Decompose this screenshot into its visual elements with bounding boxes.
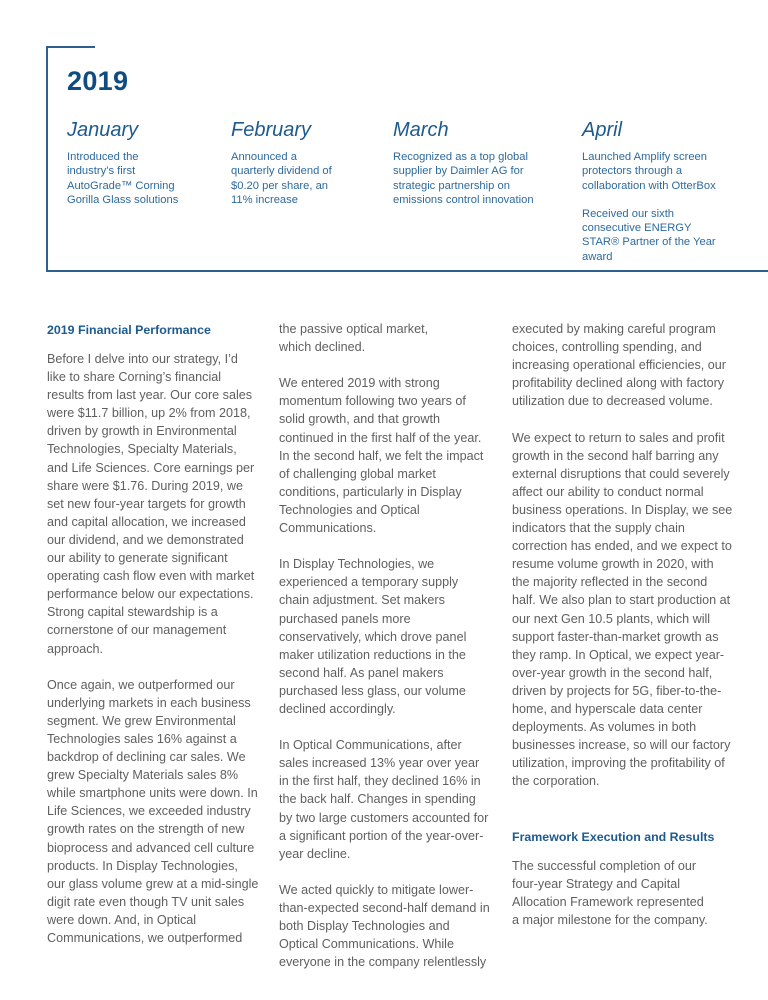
paragraph: We entered 2019 with strong momentum following two years of solid growth, and that growth continued in the first half of the year. In the second half, we felt the impact of challenging global market conditions, particularly in Display Technologies and Optical Communications. bbox=[279, 376, 484, 536]
paragraph: In Display Technologies, we experienced a temporary supply chain adjustment. Set makers purchased panels more conservatively, which drove panel maker utilization reductions in the second half. As panel makers purchased less glass, our volume declined accordingly. bbox=[279, 557, 467, 716]
month-text bbox=[393, 150, 563, 207]
paragraph: We expect to return to sales and profit growth in the second half barring any external disruptions that could severely affect our ability to conduct normal business operations. In Display, we see indicators that the supply chain correction has ended, and we expect to resume volume growth in 2020, with the majority reflected in the second half. We also plan to start production at our next Gen 10.5 plants, which will support faster-than-market growth as they ramp. In Optical, we expect year-over-year growth in the second half, driven by projects for 5G, fiber-to-the-home, and hyperscale data center deployments. As volumes in both businesses increase, so will our factory utilization, improving the profitability of the corporation. bbox=[512, 430, 733, 789]
body-column-3 bbox=[512, 320, 734, 947]
spacer bbox=[512, 809, 734, 827]
paragraph: Once again, we outperformed our underlying markets in each business segment. We grew Environmental Technologies sales 16% against a backdrop of declining car sales. We grew Specialty Materials sales 8% while smartphone units were down. In Life Sciences, we exceeded industry growth rates on the strength of new bioprocess and advanced cell culture products. In Display Technologies, our glass volume grew at a mid-single digit rate even though TV unit sales were down. And, in Optical Communications, we outperformed bbox=[47, 677, 259, 945]
month-item: Recognized as a top global supplier by Daimler AG for strategic partnership on emissions control innovation bbox=[393, 151, 534, 206]
timeline-month-march bbox=[393, 118, 563, 221]
month-name: March bbox=[393, 119, 449, 141]
month-text bbox=[582, 150, 752, 264]
month-name: April bbox=[582, 119, 623, 141]
month-name: January bbox=[67, 119, 139, 141]
frame-border-top bbox=[46, 46, 95, 48]
month-item: Announced a quarterly dividend of $0.20 per share, an 11% increase bbox=[231, 151, 332, 206]
body-column-1 bbox=[47, 320, 259, 965]
month-name: February bbox=[231, 119, 312, 141]
body-column-2 bbox=[279, 320, 491, 989]
paragraph: The successful completion of our four-year Strategy and Capital Allocation Framework represented a major milestone for the company. bbox=[512, 858, 708, 927]
section-heading-financial-performance: 2019 Financial Performance bbox=[47, 323, 211, 337]
month-text bbox=[67, 150, 237, 207]
month-item: Launched Amplify screen protectors through a collaboration with OtterBox bbox=[582, 151, 716, 192]
paragraph: In Optical Communications, after sales increased 13% year over year in the first half, they declined 16% in the back half. Changes in spending by two large customers accounted for a significant portion of the year-over-year decline. bbox=[279, 738, 489, 861]
paragraph: We acted quickly to mitigate lower-than-expected second-half demand in both Display Technologies and Optical Communications. While everyone in the company relentlessly bbox=[279, 882, 490, 970]
month-text bbox=[231, 150, 401, 207]
timeline-year: 2019 bbox=[67, 66, 129, 96]
frame-border-left bbox=[46, 46, 48, 272]
section-heading-framework-execution: Framework Execution and Results bbox=[512, 829, 715, 844]
timeline-month-january bbox=[67, 118, 237, 221]
month-item: Introduced the industry’s first AutoGrade™ Corning Gorilla Glass solutions bbox=[67, 151, 179, 206]
paragraph: Before I delve into our strategy, I’d like to share Corning’s financial results from last year. Our core sales were $11.7 billion, up 2% from 2018, driven by growth in Environmental Technologies, Specialty Materials, and Life Sciences. Core earnings per share were $1.76. During 2019, we set new four-year targets for growth and capital allocation, we increased our dividend, and we demonstrated our ability to generate significant operating cash flow even with market performance below our expectations. Strong capital stewardship is a cornerstone of our management approach. bbox=[47, 352, 255, 656]
timeline-month-april bbox=[582, 118, 752, 278]
paragraph: the passive optical market, which declined. bbox=[279, 322, 429, 355]
month-item: Received our sixth consecutive ENERGY STAR® Partner of the Year award bbox=[582, 207, 716, 263]
paragraph: executed by making careful program choices, controlling spending, and increasing operational efficiencies, our profitability declined along with factory utilization due to decreased volume. bbox=[512, 322, 726, 409]
timeline-month-february bbox=[231, 118, 401, 221]
